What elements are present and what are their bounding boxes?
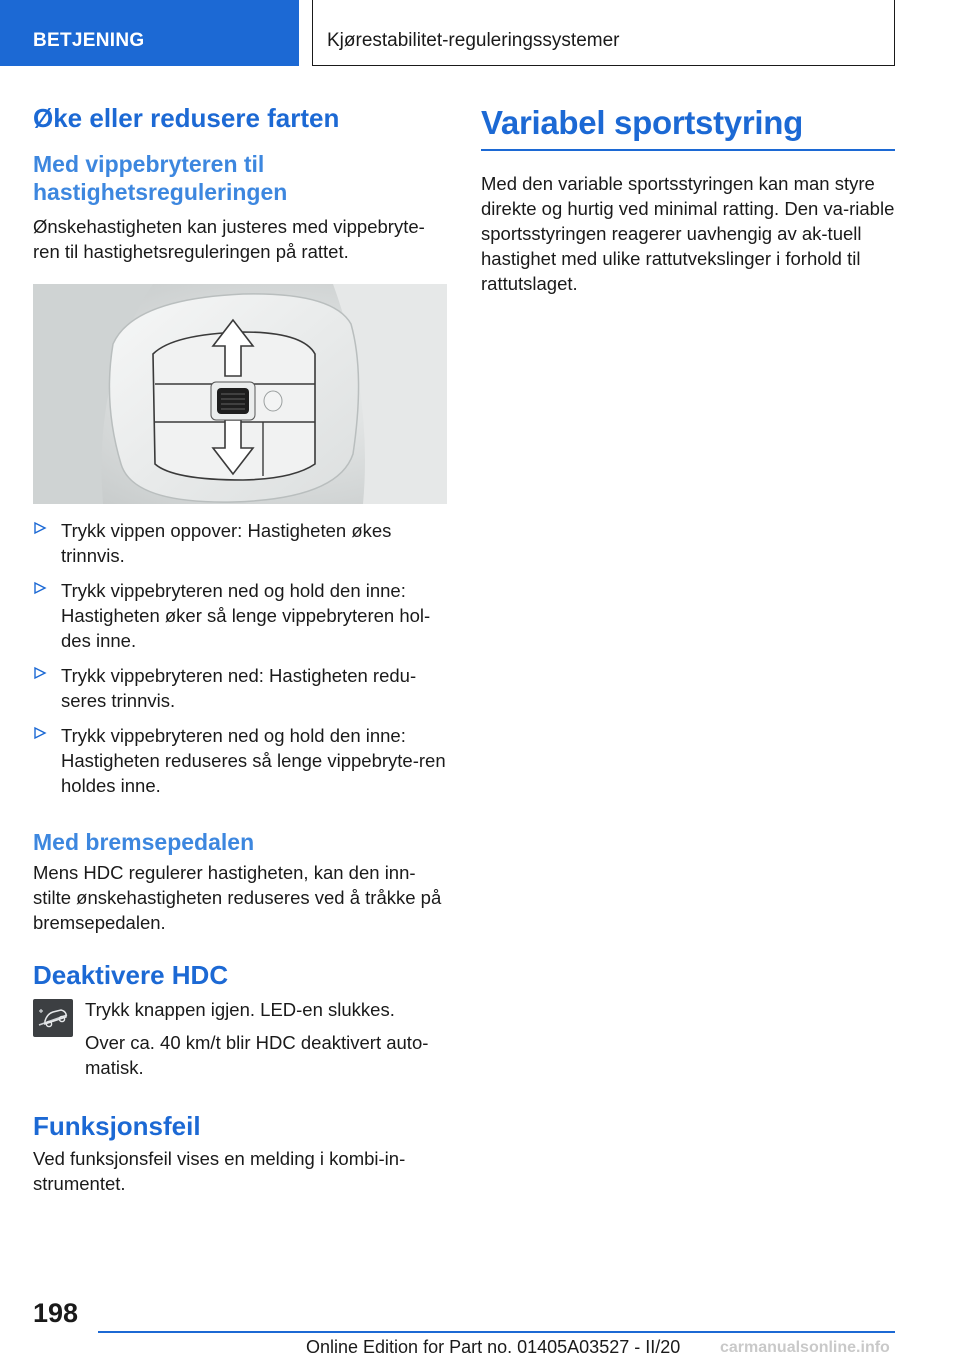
downhill-car-icon bbox=[33, 999, 73, 1037]
paragraph-rocker-switch: Ønskehastigheten kan justeres med vippebryte-ren til hastighetsreguleringen på rattet. bbox=[33, 216, 425, 262]
triangle-bullet-icon bbox=[33, 666, 47, 680]
steering-wheel-rocker-illustration bbox=[33, 284, 447, 504]
page-number: 198 bbox=[33, 1298, 79, 1328]
right-column bbox=[481, 100, 895, 296]
triangle-bullet-icon bbox=[33, 521, 47, 535]
list-item-text: Trykk vippebryteren ned og hold den inne: Hastigheten øker så lenge vippebryteren hol-des inne. bbox=[61, 580, 431, 651]
paragraph-brake-pedal: Mens HDC regulerer hastigheten, kan den inn-stilte ønskehastigheten reduseres ved å tråkke på bremsepedalen. bbox=[33, 862, 442, 933]
list-item bbox=[33, 518, 447, 568]
list-item-text: Trykk vippen oppover: Hastigheten økes trinnvis. bbox=[61, 520, 392, 566]
footer-rule bbox=[98, 1331, 895, 1333]
deactivate-hdc-block bbox=[33, 997, 447, 1080]
paragraph-malfunction: Ved funksjonsfeil vises en melding i kombi-in-strumentet. bbox=[33, 1148, 406, 1194]
paragraph-deactivate-auto: Over ca. 40 km/t blir HDC deaktivert auto-matisk. bbox=[85, 1032, 429, 1078]
triangle-bullet-icon bbox=[33, 726, 47, 740]
heading-speed: Øke eller redusere farten bbox=[33, 103, 340, 133]
heading-variable-sport-steering: Variabel sportstyring bbox=[481, 104, 803, 141]
triangle-bullet-icon bbox=[33, 581, 47, 595]
edition-note: Online Edition for Part no. 01405A03527 - II/20 bbox=[306, 1337, 681, 1357]
list-item bbox=[33, 578, 447, 653]
heading-rocker-switch: Med vippebryteren til hastighetsreguleringen bbox=[33, 151, 288, 205]
list-item-text: Trykk vippebryteren ned og hold den inne: Hastigheten reduseres så lenge vippebryte-ren holdes inne. bbox=[61, 725, 446, 796]
list-item-text: Trykk vippebryteren ned: Hastigheten redu-seres trinnvis. bbox=[61, 665, 417, 711]
list-item bbox=[33, 663, 447, 713]
list-item bbox=[33, 723, 447, 798]
rocker-switch-instructions bbox=[33, 518, 447, 798]
steering-wheel-rocker-figure bbox=[33, 284, 447, 504]
left-column bbox=[33, 100, 447, 1196]
page-header bbox=[0, 0, 960, 66]
watermark: carmanualsonline.info bbox=[720, 1339, 890, 1356]
section-tab: BETJENING bbox=[0, 0, 299, 66]
heading-brake-pedal: Med bremsepedalen bbox=[33, 829, 255, 855]
heading-malfunction: Funksjonsfeil bbox=[33, 1111, 201, 1141]
paragraph-deactivate-press: Trykk knappen igjen. LED-en slukkes. bbox=[85, 999, 395, 1020]
hdc-button-icon bbox=[33, 999, 73, 1037]
paragraph-variable-sport-steering: Med den variable sportsstyringen kan man styre direkte og hurtig ved minimal ratting. Den va-riable sportsstyringen reagerer uavhengig av ak-tuell hastighet med ulike rattutvekslinger i forhold til rattutslaget. bbox=[481, 173, 895, 294]
heading-deactivate-hdc: Deaktivere HDC bbox=[33, 960, 229, 990]
chapter-title: Kjørestabilitet-reguleringssystemer bbox=[312, 0, 895, 66]
heading-underline bbox=[481, 149, 895, 151]
